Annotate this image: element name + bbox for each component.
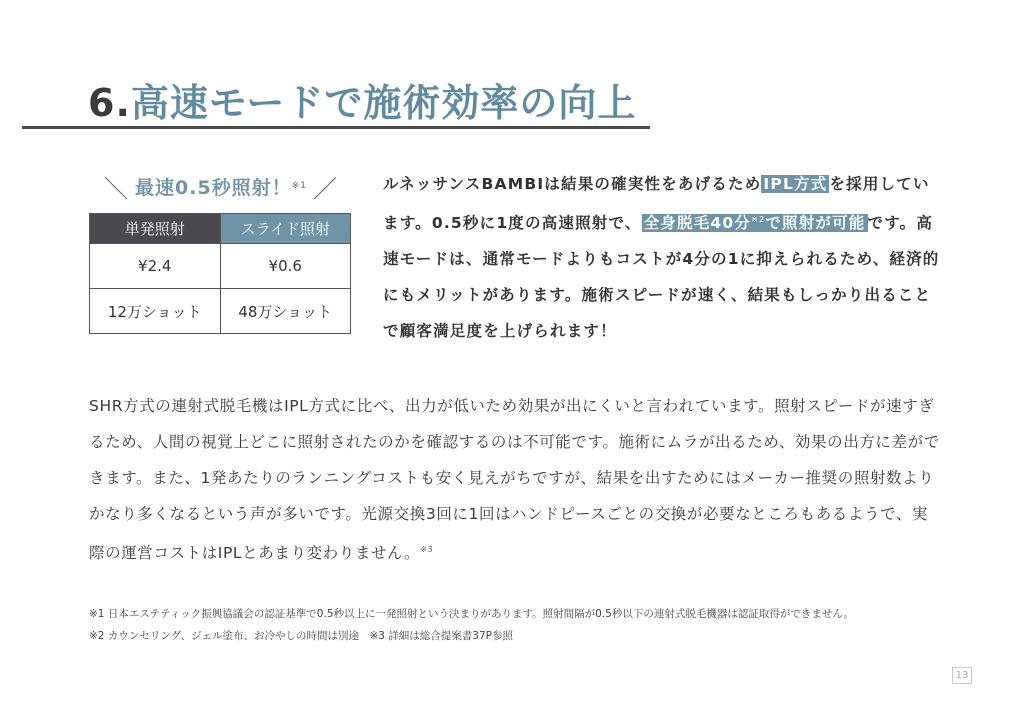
footnote-marker: ※3 bbox=[420, 545, 434, 554]
footnote-marker: ※1 bbox=[291, 181, 307, 191]
header-slide-shot: スライド照射 bbox=[220, 214, 351, 244]
header-single-shot: 単発照射 bbox=[90, 214, 221, 244]
section-number: 6. bbox=[88, 81, 131, 125]
slash-right: ／ bbox=[312, 174, 338, 203]
highlight-possible-text: で照射が可能 bbox=[765, 214, 866, 233]
highlight-ipl: IPL方式 bbox=[763, 175, 828, 193]
slash-left: ＼ bbox=[104, 174, 130, 203]
lead-text-2: を採用しています。0.5秒に1度の高速照射で、 bbox=[383, 175, 930, 233]
table-row bbox=[90, 289, 351, 334]
body-text: SHR方式の連射式脱毛機はIPL方式に比べ、出力が低いため効果が出にくいと言われています。照射スピードが速すぎるため、人間の視覚上どこに照射されたのかを確認するのは不可能です。施術にムラが出るため、効果の出方に差ができます。また、1発あたりのランニングコストも安く見えがちですが、結果を出すためにはメーカー推奨の照射数よりかなり多くなるという声が多いです。光源交換3回に1回はハンドピースごとの交換が必要なところもあるようで、実際の運営コストはIPLとあまり変わりません。 bbox=[89, 397, 940, 563]
highlight-full-body bbox=[642, 214, 868, 232]
page-number: 13 bbox=[952, 667, 972, 684]
table-cell: 12万ショット bbox=[90, 289, 221, 334]
speed-subheading-text: 最速0.5秒照射！ bbox=[135, 176, 292, 199]
table-cell: ¥2.4 bbox=[90, 244, 221, 289]
footnote-1: ※1 日本エステティック振興協議会の認証基準で0.5秒以上に一発照射という決まりがあります。照射間隔が0.5秒以下の連射式脱毛機器は認証取得ができません。 bbox=[89, 608, 854, 620]
footnotes bbox=[89, 603, 969, 647]
table-header-row bbox=[90, 214, 351, 244]
highlight-full-body-text: 全身脱毛40分 bbox=[643, 214, 752, 233]
body-paragraph bbox=[89, 388, 944, 571]
footnote-marker: ※2 bbox=[751, 215, 766, 224]
footnote-2: ※2 カウンセリング、ジェル塗布、お冷やしの時間は別途 ※3 詳細は総合提案書37P参照 bbox=[89, 630, 513, 642]
table-cell: ¥0.6 bbox=[220, 244, 351, 289]
title-underline bbox=[22, 126, 650, 129]
lead-text-3: です。高速モードは、通常モードよりもコストが4分の1に抑えられるため、経済的にもメリットがあります。施術スピードが速く、結果もしっかり出ることで顧客満足度を上げられます！ bbox=[383, 214, 940, 341]
lead-paragraph bbox=[383, 166, 943, 349]
lead-text-1: ルネッサンスBAMBIは結果の確実性をあげるため bbox=[383, 175, 762, 193]
section-title-text: 高速モードで施術効率の向上 bbox=[130, 81, 637, 125]
table-cell: 48万ショット bbox=[220, 289, 351, 334]
price-comparison-table bbox=[89, 213, 351, 334]
speed-subheading bbox=[90, 170, 352, 202]
table-row bbox=[90, 244, 351, 289]
page-title bbox=[88, 72, 636, 127]
